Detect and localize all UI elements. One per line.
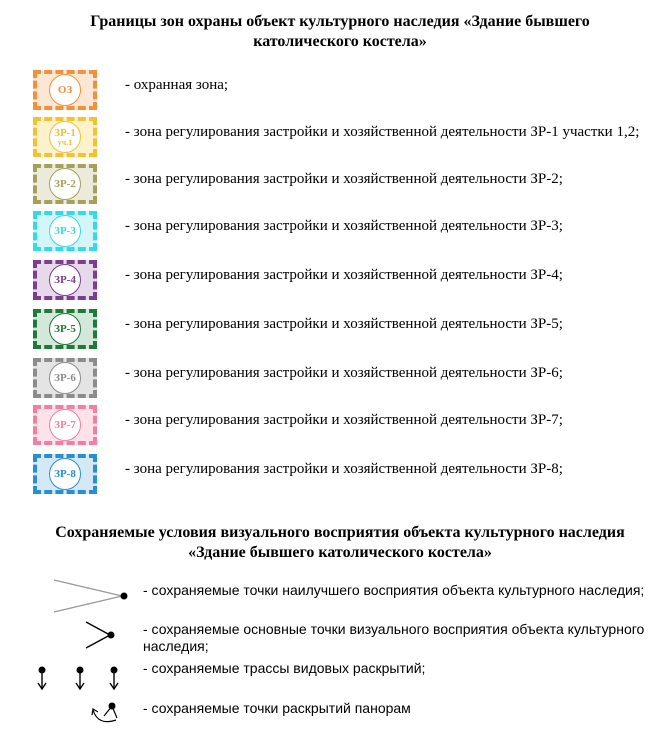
zone-code: ЗР-6 (54, 371, 76, 384)
zone-symbol-icon (33, 405, 97, 445)
legend-title-visual (10, 523, 670, 563)
best-view-point-icon (50, 576, 130, 616)
zone-code: ЗР-5 (54, 322, 76, 335)
zone-description: - зона регулирования застройки и хозяйственной деятельности ЗР-5; (125, 316, 563, 332)
zone-symbol-icon (33, 309, 97, 349)
zone-code-badge (49, 313, 81, 345)
zone-code: ЗР-2 (54, 177, 76, 190)
view-corridor-icon (30, 664, 130, 694)
zone-description: - зона регулирования застройки и хозяйственной деятельности ЗР-4; (125, 267, 563, 283)
zone-code: ЗР-3 (54, 224, 76, 237)
legend-title-visual-line1: Сохраняемые условия визуального восприятия объекта культурного наследия (55, 524, 625, 541)
zone-description: - зона регулирования застройки и хозяйственной деятельности ЗР-8; (125, 461, 563, 477)
symbol-text-corridor: - сохраняемые трассы видовых раскрытий; (143, 660, 426, 676)
zone-description: - зона регулирования застройки и хозяйственной деятельности ЗР-3; (125, 218, 563, 234)
zone-code-badge (49, 458, 81, 490)
symbol-text-main-view: - сохраняемые основные точки визуального восприятия объекта культурного наследия; (143, 621, 645, 654)
zone-description: - зона регулирования застройки и хозяйственной деятельности ЗР-7; (125, 412, 563, 428)
zone-code-badge (49, 215, 81, 247)
zone-symbol-icon (33, 211, 97, 251)
zone-symbol-icon (33, 70, 97, 110)
zone-code: ОЗ (57, 83, 73, 96)
symbol-text-best-view: - сохраняемые точки наилучшего восприятия объекта культурного наследия; (143, 582, 645, 598)
legend-title-visual-line2: «Здание бывшего католического костела» (188, 544, 492, 561)
zone-symbol-icon (33, 454, 97, 494)
zone-description: - зона регулирования застройки и хозяйственной деятельности ЗР-2; (125, 171, 563, 187)
zone-subcode: уч.1 (57, 137, 73, 147)
zone-code: ЗР-1 (54, 126, 76, 139)
legend-title-zones: Границы зон охраны объект культурного наследия «Здание бывшего католического костела» (90, 13, 590, 50)
zone-code-badge (49, 168, 81, 200)
zone-symbol-icon (33, 164, 97, 204)
zone-code-badge (49, 74, 81, 106)
zone-code-badge (49, 121, 81, 153)
zone-description: - зона регулирования застройки и хозяйственной деятельности ЗР-1 участки 1,2; (125, 124, 640, 140)
zone-symbol-icon (33, 117, 97, 157)
zone-code: ЗР-4 (54, 273, 76, 286)
zone-symbol-icon (33, 358, 97, 398)
symbol-text-panorama: - сохраняемые точки раскрытий панорам (143, 700, 411, 716)
panorama-point-icon (90, 696, 130, 730)
zone-code: ЗР-8 (54, 467, 76, 480)
zone-description: - зона регулирования застройки и хозяйственной деятельности ЗР-6; (125, 365, 563, 381)
zone-description: - охранная зона; (125, 77, 229, 93)
zone-symbol-icon (33, 260, 97, 300)
zone-code-badge (49, 362, 81, 394)
zone-code-badge (49, 409, 81, 441)
main-view-point-icon (82, 618, 122, 652)
zone-code-badge (49, 264, 81, 296)
zone-code: ЗР-7 (54, 418, 76, 431)
